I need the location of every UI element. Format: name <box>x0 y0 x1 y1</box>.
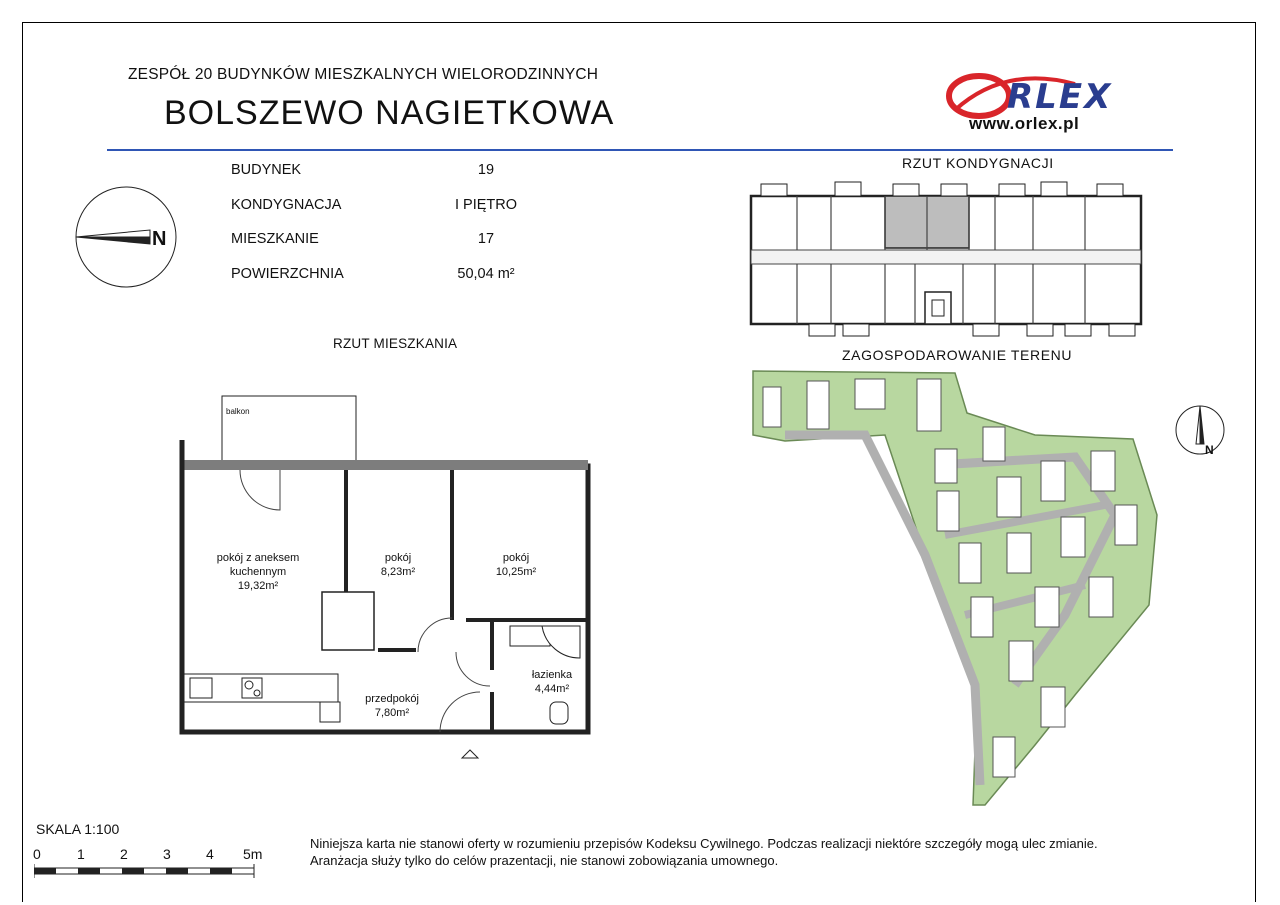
room-bathroom-name: łazienka <box>531 669 573 681</box>
info-label-apartment: MIESZKANIE <box>231 231 319 247</box>
info-value-floor: I PIĘTRO <box>454 197 518 213</box>
room-bedroom-small-area: 8,23m² <box>380 566 416 578</box>
room-bedroom-large-area: 10,25m² <box>495 566 537 578</box>
room-bathroom-area: 4,44m² <box>534 683 570 695</box>
website-link[interactable]: www.orlex.pl <box>969 114 1080 133</box>
room-bedroom-small <box>360 551 436 579</box>
scale-mark-1: 1 <box>77 846 85 862</box>
room-bedroom-large-name: pokój <box>502 552 530 564</box>
info-label-area: POWIERZCHNIA <box>231 266 344 282</box>
project-subtitle: ZESPÓŁ 20 BUDYNKÓW MIESZKALNYCH WIELORODZINNYCH <box>128 66 599 83</box>
floor-plan-drawing <box>745 180 1145 340</box>
room-hallway-name: przedpokój <box>365 693 419 705</box>
scale-mark-3: 3 <box>163 846 171 862</box>
scale-caption: SKALA 1:100 <box>36 821 120 837</box>
info-label-floor: KONDYGNACJA <box>231 197 342 213</box>
north-arrow-icon <box>1175 402 1225 460</box>
project-title: BOLSZEWO NAGIETKOWA <box>164 94 615 132</box>
site-plan-caption: ZAGOSPODAROWANIE TERENU <box>842 347 1073 363</box>
room-bathroom <box>514 668 590 696</box>
header-divider <box>107 149 1173 151</box>
room-hallway <box>352 692 432 720</box>
room-bedroom-large <box>478 551 554 579</box>
scale-mark-0: 0 <box>33 846 41 862</box>
floor-plan-caption: RZUT KONDYGNACJI <box>902 155 1054 171</box>
scale-mark-4: 4 <box>206 846 214 862</box>
room-living-name-line1: pokój z aneksem <box>216 552 300 564</box>
compass-letter: N <box>152 228 167 250</box>
room-bedroom-small-name: pokój <box>384 552 412 564</box>
disclaimer-line-1: Niniejsza karta nie stanowi oferty w rozumieniu przepisów Kodeksu Cywilnego. Podczas realizacji niektóre szczegóły mogą ulec zmianie. <box>310 836 1098 851</box>
info-value-area: 50,04 m² <box>457 266 515 282</box>
north-arrow-letter: N <box>1205 443 1214 457</box>
compass-icon <box>70 185 182 289</box>
room-hallway-area: 7,80m² <box>374 707 410 719</box>
site-plan-drawing <box>745 365 1165 810</box>
info-value-building: 19 <box>477 162 495 178</box>
scale-bar <box>34 864 274 890</box>
room-living-kitchen <box>196 551 320 593</box>
scale-mark-2: 2 <box>120 846 128 862</box>
svg-text:RLEX: RLEX <box>1007 77 1113 117</box>
balcony-label: balkon <box>226 407 250 416</box>
scale-mark-5: 5m <box>243 846 263 862</box>
room-living-area: 19,32m² <box>237 580 279 592</box>
apartment-caption: RZUT MIESZKANIA <box>333 336 458 351</box>
info-label-building: BUDYNEK <box>231 162 302 178</box>
room-living-name-line2: kuchennym <box>229 566 287 578</box>
info-value-apartment: 17 <box>477 231 495 247</box>
disclaimer-line-2: Aranżacja służy tylko do celów prazentacji, nie stanowi zobowiązania umownego. <box>310 853 779 868</box>
